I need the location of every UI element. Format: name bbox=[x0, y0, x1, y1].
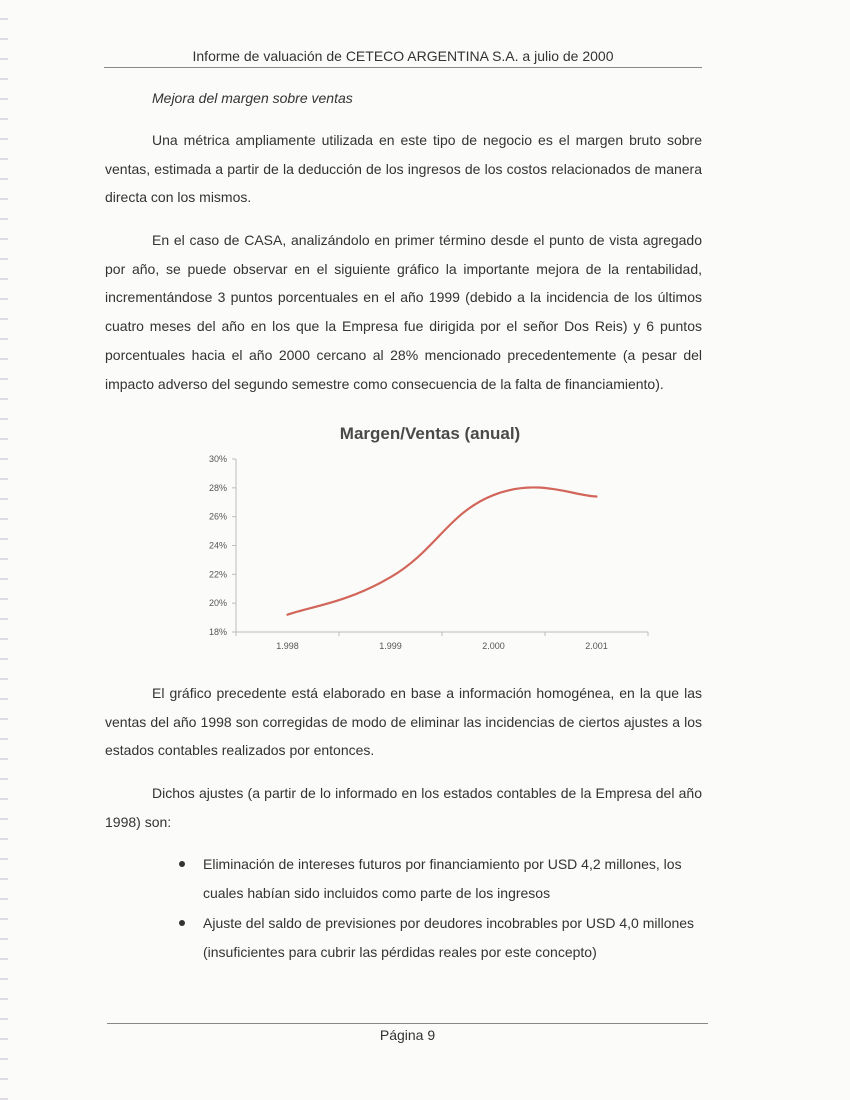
page-header: Informe de valuación de CETECO ARGENTINA S.A. a julio de 2000 bbox=[192, 48, 614, 64]
list-item-text: Eliminación de intereses futuros por financiamiento por USD 4,2 millones, los cuales habían sido incluidos como parte de los ingresos bbox=[203, 856, 682, 901]
binding-holes bbox=[0, 0, 8, 1100]
x-tick-label: 1.998 bbox=[276, 641, 299, 651]
x-tick-label: 2.001 bbox=[585, 641, 608, 651]
footer-rule bbox=[107, 1023, 708, 1024]
paragraph-3: El gráfico precedente está elaborado en base a información homogénea, en la que las ventas del año 1998 son corregidas de modo de eliminar las incidencias de ciertos ajustes a los estados contables realizados por entonces. bbox=[105, 685, 702, 759]
header-rule bbox=[104, 67, 702, 68]
chart-title: Margen/Ventas (anual) bbox=[339, 424, 521, 443]
list-item bbox=[172, 850, 706, 908]
x-tick-label: 2.000 bbox=[482, 641, 505, 651]
list-item-text: Ajuste del saldo de previsiones por deudores incobrables por USD 4,0 millones (insuficientes para cubrir las pérdidas reales por este concepto) bbox=[203, 915, 695, 960]
y-tick-label: 26% bbox=[208, 511, 227, 522]
bullet-icon bbox=[179, 861, 185, 867]
series-line bbox=[288, 487, 597, 614]
chart-plot bbox=[190, 418, 670, 663]
y-tick-label: 22% bbox=[208, 569, 227, 580]
y-tick-label: 24% bbox=[208, 540, 227, 551]
page-number: Página 9 bbox=[379, 1027, 436, 1043]
margin-chart bbox=[190, 418, 670, 663]
adjustments-list bbox=[172, 850, 706, 968]
y-tick-label: 28% bbox=[208, 482, 227, 493]
bullet-icon bbox=[179, 920, 185, 926]
list-item bbox=[172, 909, 706, 967]
paragraph-1: Una métrica ampliamente utilizada en este tipo de negocio es el margen bruto sobre ventas, estimada a partir de la deducción de los ingresos de los costos relacionados de manera directa con los mismos. bbox=[105, 132, 702, 206]
paragraph-2: En el caso de CASA, analizándolo en primer término desde el punto de vista agregado por año, se puede observar en el siguiente gráfico la importante mejora de la rentabilidad, incrementándose 3 puntos porcentuales en el año 1999 (debido a la incidencia de los últimos cuatro meses del año en los que la Empresa fue dirigida por el señor Dos Reis) y 6 puntos porcentuales hacia el año 2000 cercano al 28% mencionado precedentemente (a pesar del impacto adverso del segundo semestre como consecuencia de la falta de financiamiento). bbox=[105, 232, 702, 392]
x-tick-label: 1.999 bbox=[379, 641, 402, 651]
paragraph-4: Dichos ajustes (a partir de lo informado en los estados contables de la Empresa del año 1998) son: bbox=[105, 785, 702, 830]
y-tick-label: 20% bbox=[208, 598, 227, 609]
y-tick-label: 18% bbox=[208, 627, 227, 637]
section-title: Mejora del margen sobre ventas bbox=[152, 90, 353, 106]
y-tick-label: 30% bbox=[208, 454, 227, 464]
